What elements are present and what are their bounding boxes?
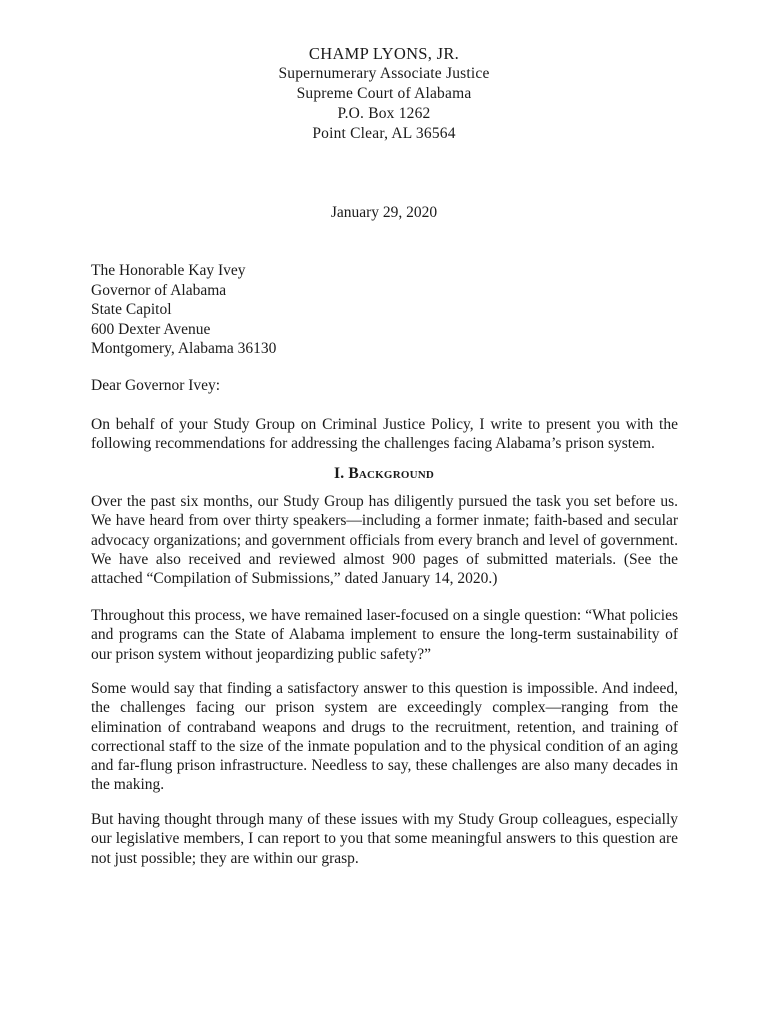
sender-po-box: P.O. Box 1262: [337, 105, 431, 122]
letterhead: [0, 44, 768, 144]
sender-name: CHAMP LYONS, JR.: [308, 44, 460, 63]
background-paragraph-4: But having thought through many of these issues with my Study Group colleagues, especially our legislative members, I can report to you that some meaningful answers to this question are not just possible; they are within our grasp.: [91, 811, 678, 867]
background-paragraph-3: Some would say that finding a satisfactory answer to this question is impossible. And indeed, the challenges facing our prison system are exceedingly complex—ranging from the elimination of contraband weapons and drugs to the recruitment, retention, and training of correctional staff to the size of the inmate population and to the physical condition of an aging and far-flung prison infrastructure. Needless to say, these challenges are also many decades in the making.: [91, 680, 678, 794]
recipient-address: [91, 261, 276, 359]
background-paragraph-2: Throughout this process, we have remained laser-focused on a single question: “What policies and programs can the State of Alabama implement to ensure the long-term sustainability of our prison system without jeopardizing public safety?”: [91, 607, 678, 663]
recipient-line: State Capitol: [91, 301, 172, 318]
recipient-line: Montgomery, Alabama 36130: [91, 340, 277, 357]
recipient-line: Governor of Alabama: [91, 281, 227, 299]
salutation: Dear Governor Ivey:: [91, 377, 221, 394]
section-heading: I. Background: [333, 465, 435, 482]
recipient-line: The Honorable Kay Ivey: [91, 262, 246, 279]
sender-city: Point Clear, AL 36564: [312, 125, 456, 142]
recipient-line: 600 Dexter Avenue: [91, 320, 211, 338]
sender-court: Supreme Court of Alabama: [296, 85, 472, 102]
letter-date: January 29, 2020: [330, 204, 438, 221]
intro-paragraph: On behalf of your Study Group on Criminal Justice Policy, I write to present you with the following recommendations for addressing the challenges facing Alabama’s prison system.: [91, 416, 678, 453]
sender-title: Supernumerary Associate Justice: [278, 65, 490, 82]
background-paragraph-1: Over the past six months, our Study Group has diligently pursued the task you set before us. We have heard from over thirty speakers—including a former inmate; faith-based and secular advocacy organizations; and government officials from every branch and level of government. We have also received and reviewed almost 900 pages of submitted materials. (See the attached “Compilation of Submissions,” dated January 14, 2020.): [91, 493, 678, 588]
